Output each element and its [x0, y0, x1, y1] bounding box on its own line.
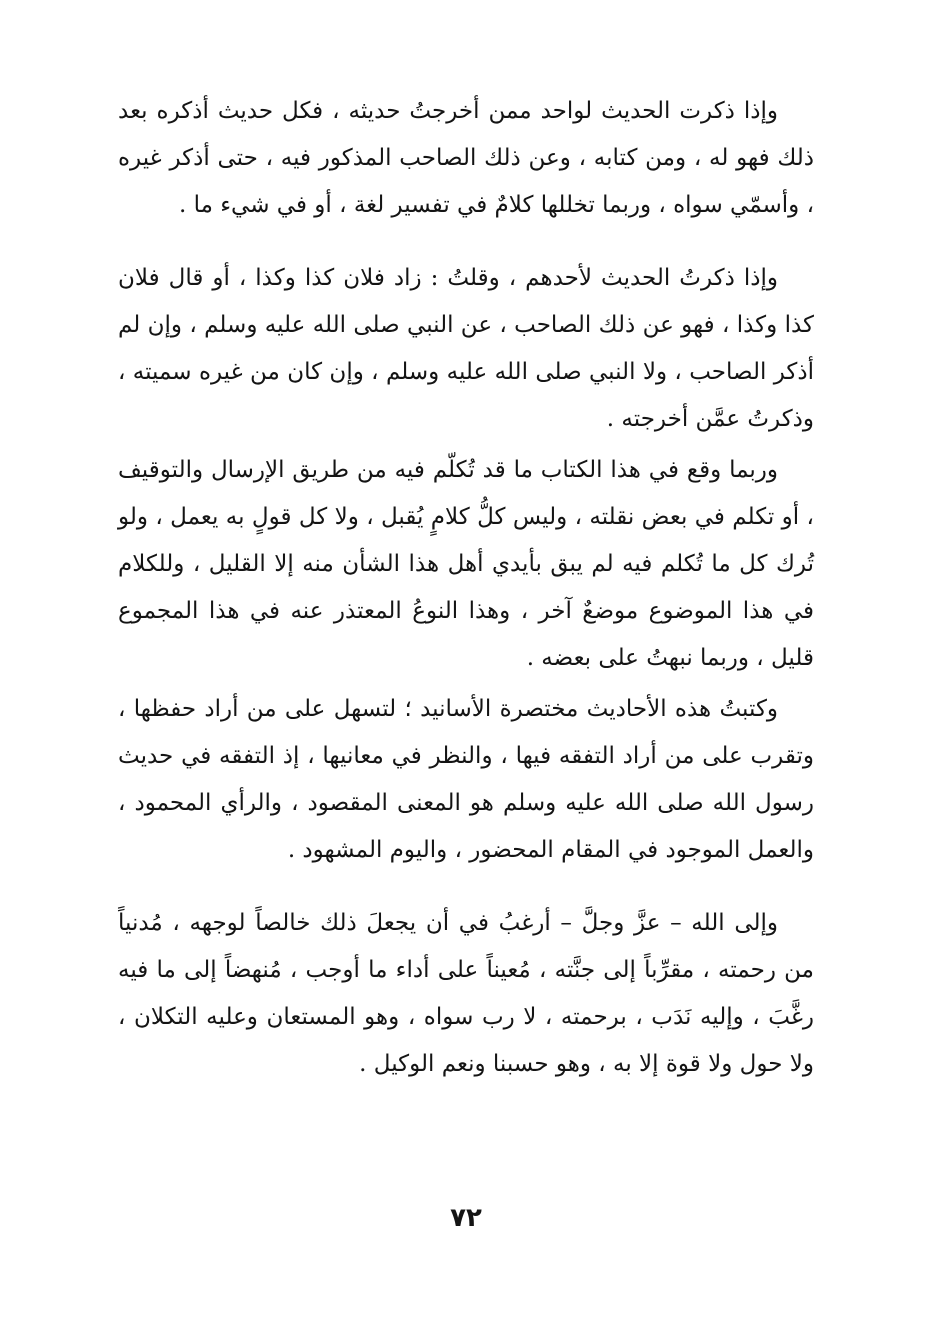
- paragraph-3: وربما وقع في هذا الكتاب ما قد تُكلّم فيه من طريق الإرسال والتوقيف ، أو تكلم في بعض نقلته ، وليس كلُّ كلامٍ يُقبل ، ولا كل قولٍ به يعمل ، ولو تُرك كل ما تُكلم فيه لم يبق بأيدي أهل هذا الشأن منه إلا القليل ، وللكلام في هذا الموضوع موضعٌ آخر ، وهذا النوعُ المعتذر عنه في هذا المجموع قليل ، وربما نبهتُ على بعضه .: [118, 457, 814, 671]
- paragraph-1: وإذا ذكرت الحديث لواحد ممن أخرجتُ حديثه ، فكل حديث أذكره بعد ذلك فهو له ، ومن كتابه ، وعن ذلك الصاحب المذكور فيه ، حتى أذكر غيره ، وأسمّي سواه ، وربما تخللها كلامٌ في تفسير لغة ، أو في شيء ما .: [118, 98, 814, 218]
- body-text: [118, 88, 814, 1088]
- paragraph-2: وإذا ذكرتُ الحديث لأحدهم ، وقلتُ : زاد فلان كذا وكذا ، أو قال فلان كذا وكذا ، فهو عن ذلك الصاحب ، عن النبي صلى الله عليه وسلم ، وإن لم أذكر الصاحب ، ولا النبي صلى الله عليه وسلم ، وإن كان من غيره سميته ، وذكرتُ عمَّن أخرجته .: [118, 265, 814, 432]
- paragraph-5: وإلى الله – عزَّ وجلَّ – أرغبُ في أن يجعلَ ذلك خالصاً لوجهه ، مُدنياً من رحمته ، مقرِّباً إلى جنَّته ، مُعيناً على أداء ما أوجب ، مُنهضاً إلى ما فيه رغَّبَ ، وإليه نَدَب ، برحمته ، لا رب سواه ، وهو المستعان وعليه التكلان ، ولا حول ولا قوة إلا به ، وهو حسبنا ونعم الوكيل .: [118, 910, 814, 1077]
- page-number: ٧٢: [450, 1203, 482, 1233]
- paragraph-4: وكتبتُ هذه الأحاديث مختصرة الأسانيد ؛ لتسهل على من أراد حفظها ، وتقرب على من أراد التفقه فيها ، والنظر في معانيها ، إذ التفقه في حديث رسول الله صلى الله عليه وسلم هو المعنى المقصود ، والرأي المحمود ، والعمل الموجود في المقام المحضور ، واليوم المشهود .: [118, 696, 814, 863]
